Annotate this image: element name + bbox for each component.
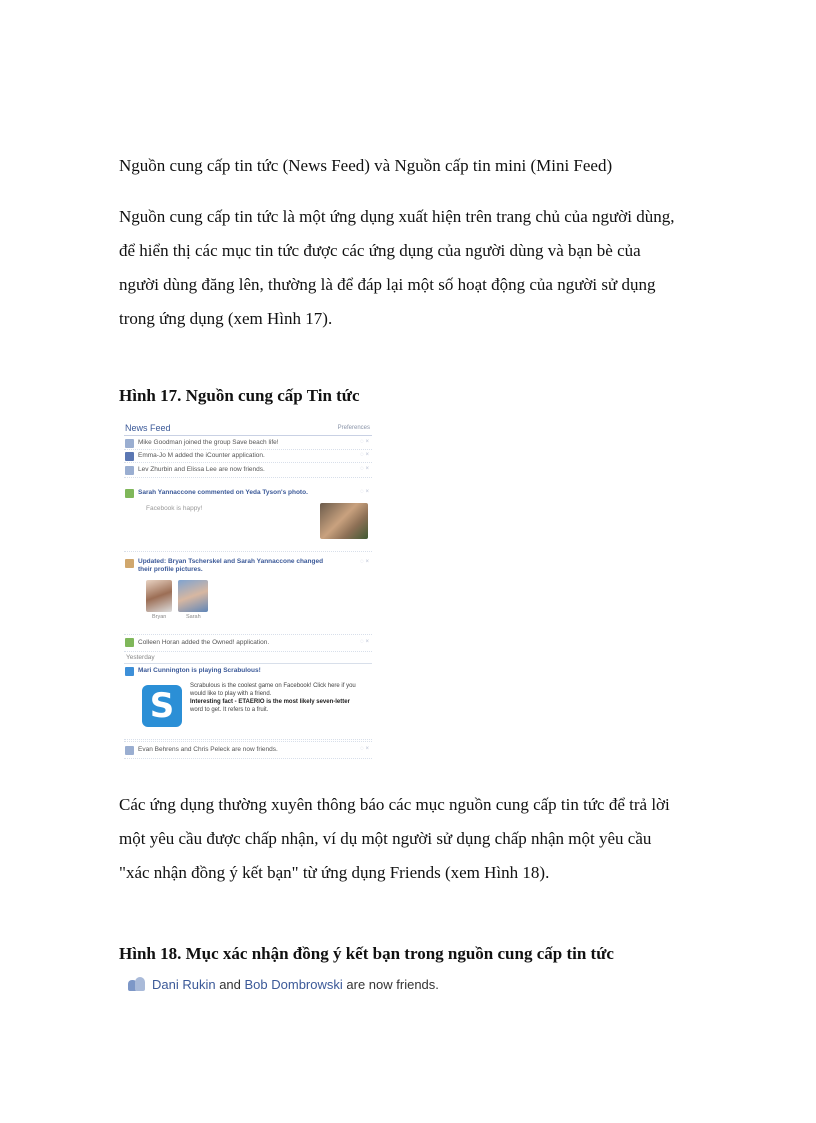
feed-date-divider: Yesterday — [124, 654, 372, 664]
photo-icon — [125, 559, 134, 568]
feed-item: Colleen Horan added the Owned! application. ◌ × — [124, 635, 372, 652]
comment-photo — [320, 503, 368, 539]
news-feed-screenshot — [122, 421, 376, 764]
friend-confirmation-item: Dani Rukin and Bob Dombrowski are now friends. — [128, 977, 439, 997]
scrabulous-description: Scrabulous is the coolest game on Facebook! Click here if you would like to play with a friend. Interesting fact - ETAERIO is the most likely seven-letter word to get. It refers to a fruit. — [190, 683, 356, 713]
friend-link-bob[interactable]: Bob Dombrowski — [244, 977, 343, 992]
comment-icon — [125, 489, 134, 498]
figure-18-caption: Hình 18. Mục xác nhận đồng ý kết bạn trong nguồn cung cấp tin tức — [119, 944, 614, 963]
app-added-icon — [125, 638, 134, 647]
people-icon — [125, 439, 134, 448]
feed-title: News Feed — [125, 423, 171, 433]
feed-item-photo-comment: Sarah Yannaccone commented on Yeda Tyson's photo. ◌ × Facebook is happy! — [124, 481, 372, 552]
app-icon — [125, 452, 134, 461]
feed-item: Evan Behrens and Chris Peleck are now friends. ◌ × — [124, 741, 372, 759]
intro-paragraph: Nguồn cung cấp tin tức là một ứng dụng xuất hiện trên trang chủ của người dùng, để hiển thị các mục tin tức được các ứng dụng của người dùng và bạn bè của người dùng đăng lên, thường là để đáp lại một số hoạt động của người sử dụng trong ứng dụng (xem Hình 17). — [119, 207, 675, 328]
scrabulous-logo: S — [142, 685, 182, 727]
preferences-link: Preferences — [337, 425, 370, 431]
profile-photo-bryan — [146, 580, 172, 612]
friends-icon — [125, 746, 134, 755]
applications-paragraph: Các ứng dụng thường xuyên thông báo các mục nguồn cung cấp tin tức để trả lời một yêu cầu được chấp nhận, ví dụ một người sử dụng chấp nhận một yêu cầu "xác nhận đồng ý kết bạn" từ ứng dụng Friends (xem Hình 18). — [119, 795, 670, 882]
friends-icon — [128, 977, 146, 991]
scrabulous-icon — [125, 667, 134, 676]
feed-item: Emma-Jo M added the iCounter application. ◌ × — [124, 451, 372, 463]
figure-17-caption: Hình 17. Nguồn cung cấp Tin tức — [119, 386, 360, 405]
feed-item-profile-pictures: Updated: Bryan Tscherskel and Sarah Yannaccone changed their profile pictures. ◌ × Bryan Sarah — [124, 554, 372, 635]
feed-item: Lev Zhurbin and Elissa Lee are now friends. ◌ × — [124, 464, 372, 478]
feed-item-scrabulous: Mari Cunnington is playing Scrabulous! — [124, 665, 372, 740]
profile-photo-sarah — [178, 580, 208, 612]
section-heading: Nguồn cung cấp tin tức (News Feed) và Nguồn cấp tin mini (Mini Feed) — [119, 156, 613, 175]
feed-header — [124, 423, 372, 436]
friends-icon — [125, 466, 134, 475]
friend-link-dani[interactable]: Dani Rukin — [152, 977, 216, 992]
feed-item: Mike Goodman joined the group Save beach life! ◌ × — [124, 438, 372, 450]
